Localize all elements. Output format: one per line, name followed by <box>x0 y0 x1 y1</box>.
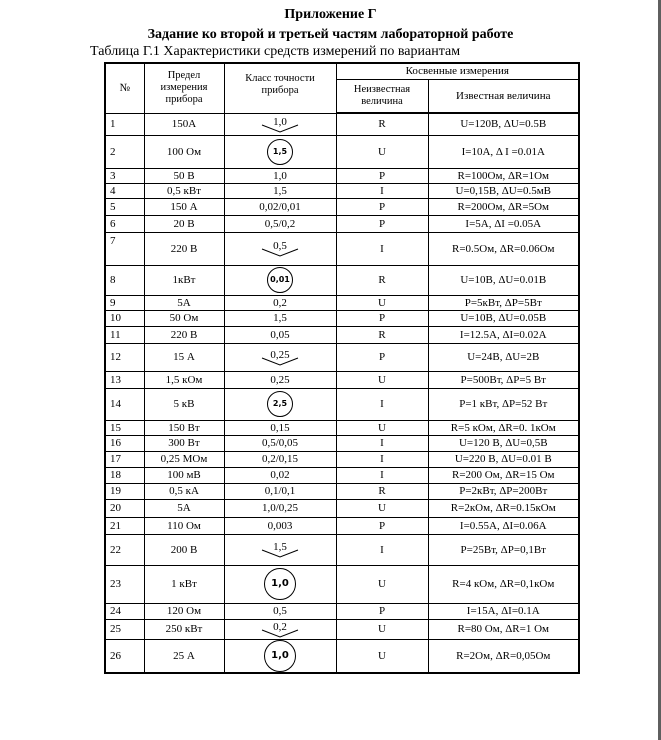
header-accuracy-line: Класс точности <box>245 73 315 84</box>
measurements-table <box>104 62 580 674</box>
known-quantity: R=80 Ом, ΔR=1 Ом <box>428 619 579 639</box>
accuracy-class <box>224 343 336 371</box>
known-quantity: R=200 Ом, ΔR=15 Ом <box>428 467 579 483</box>
accuracy-value: 1,0 <box>273 115 287 128</box>
known-quantity: U=10В, ΔU=0.01В <box>428 265 579 295</box>
variant-num: 14 <box>105 388 144 420</box>
header-limit-line: Предел <box>167 70 201 82</box>
accuracy-value: 1,5 <box>273 541 287 553</box>
measure-limit: 200 В <box>144 534 224 565</box>
accuracy-value: 0,2 <box>273 620 287 633</box>
header-unknown-line: Неизвестная <box>353 83 411 95</box>
variant-num: 19 <box>105 483 144 499</box>
accuracy-class <box>224 232 336 265</box>
unknown-quantity: U <box>336 639 428 673</box>
unknown-quantity: P <box>336 198 428 215</box>
variant-num: 5 <box>105 198 144 215</box>
unknown-quantity: R <box>336 113 428 135</box>
table-row <box>105 639 579 673</box>
known-quantity: R=4 кОм, ΔR=0,1кОм <box>428 565 579 603</box>
measure-limit: 150А <box>144 113 224 135</box>
table-row <box>105 467 579 483</box>
chevron-icon <box>260 628 300 638</box>
variant-num: 11 <box>105 326 144 343</box>
accuracy-chevron-mark <box>260 622 300 638</box>
unknown-quantity: U <box>336 135 428 168</box>
variant-num: 2 <box>105 135 144 168</box>
unknown-quantity: I <box>336 467 428 483</box>
accuracy-circle-mark: 1,5 <box>267 139 293 165</box>
accuracy-class <box>224 619 336 639</box>
measure-limit: 15 А <box>144 343 224 371</box>
known-quantity: R=100Ом, ΔR=1Ом <box>428 168 579 183</box>
header-unknown-line: величина <box>361 95 403 107</box>
known-quantity: U=24В, ΔU=2В <box>428 343 579 371</box>
header-limit-line: прибора <box>165 94 203 106</box>
accuracy-chevron-mark <box>260 117 300 133</box>
table-caption: Таблица Г.1 Характеристики средств измерений по вариантам <box>90 44 461 59</box>
variant-num: 12 <box>105 343 144 371</box>
accuracy-class: 0,5 <box>224 603 336 619</box>
table-row <box>105 603 579 619</box>
unknown-quantity: R <box>336 265 428 295</box>
accuracy-chevron-mark <box>260 241 300 257</box>
accuracy-chevron-mark <box>260 542 300 558</box>
table-body <box>105 113 579 673</box>
unknown-quantity: P <box>336 215 428 232</box>
accuracy-class <box>224 113 336 135</box>
measure-limit: 0,25 МОм <box>144 451 224 467</box>
known-quantity: I=15A, ΔI=0.1A <box>428 603 579 619</box>
measure-limit: 150 Вт <box>144 420 224 435</box>
table-row <box>105 565 579 603</box>
accuracy-class: 1,0/0,25 <box>224 499 336 517</box>
chevron-icon <box>260 356 300 366</box>
table-row <box>105 534 579 565</box>
variant-num: 7 <box>105 232 144 265</box>
accuracy-class <box>224 639 336 673</box>
measure-limit: 20 В <box>144 215 224 232</box>
accuracy-class <box>224 265 336 295</box>
table-row <box>105 420 579 435</box>
accuracy-class: 0,5/0,2 <box>224 215 336 232</box>
known-quantity: R=5 кОм, ΔR=0. 1кОм <box>428 420 579 435</box>
unknown-quantity: U <box>336 371 428 388</box>
accuracy-class: 0,25 <box>224 371 336 388</box>
measure-limit: 1кВт <box>144 265 224 295</box>
accuracy-class: 0,003 <box>224 517 336 534</box>
variant-num: 25 <box>105 619 144 639</box>
known-quantity: R=0.5Ом, ΔR=0.06Ом <box>428 232 579 265</box>
unknown-quantity: U <box>336 619 428 639</box>
accuracy-class <box>224 388 336 420</box>
header-limit <box>144 63 224 113</box>
unknown-quantity: U <box>336 565 428 603</box>
unknown-quantity: I <box>336 435 428 451</box>
task-title: Задание ко второй и третьей частям лабораторной работе <box>147 27 514 42</box>
accuracy-class: 0,02 <box>224 467 336 483</box>
measure-limit: 50 В <box>144 168 224 183</box>
measure-limit: 1,5 кОм <box>144 371 224 388</box>
accuracy-class: 0,1/0,1 <box>224 483 336 499</box>
measure-limit: 100 Ом <box>144 135 224 168</box>
variant-num: 8 <box>105 265 144 295</box>
table-row <box>105 265 579 295</box>
measure-limit: 25 А <box>144 639 224 673</box>
measure-limit: 0,5 кА <box>144 483 224 499</box>
accuracy-class: 1,5 <box>224 183 336 198</box>
accuracy-chevron-mark <box>260 350 300 366</box>
known-quantity: P=2кВт, ΔP=200Вт <box>428 483 579 499</box>
measure-limit: 5 кВ <box>144 388 224 420</box>
variant-num: 9 <box>105 295 144 310</box>
measure-limit: 220 В <box>144 326 224 343</box>
measure-limit: 150 А <box>144 198 224 215</box>
header-limit-line: измерения <box>160 82 208 94</box>
table-row <box>105 435 579 451</box>
table-row <box>105 113 579 135</box>
table-row <box>105 135 579 168</box>
table-row <box>105 232 579 265</box>
table-row <box>105 388 579 420</box>
variant-num: 24 <box>105 603 144 619</box>
measure-limit: 1 кВт <box>144 565 224 603</box>
accuracy-class: 0,2/0,15 <box>224 451 336 467</box>
known-quantity: U=10В, ΔU=0.05В <box>428 310 579 326</box>
table-row <box>105 310 579 326</box>
accuracy-class: 0,2 <box>224 295 336 310</box>
table-row <box>105 619 579 639</box>
measure-limit: 50 Ом <box>144 310 224 326</box>
unknown-quantity: U <box>336 295 428 310</box>
appendix-title: Приложение Г <box>284 7 377 22</box>
measure-limit: 100 мВ <box>144 467 224 483</box>
known-quantity: U=0,15В, ΔU=0.5мВ <box>428 183 579 198</box>
measure-limit: 250 кВт <box>144 619 224 639</box>
variant-num: 20 <box>105 499 144 517</box>
header-num: № <box>105 63 144 113</box>
table-row <box>105 215 579 232</box>
header-known: Известная величина <box>428 79 579 113</box>
header-indirect: Косвенные измерения <box>336 63 579 79</box>
unknown-quantity: I <box>336 451 428 467</box>
measure-limit: 5А <box>144 499 224 517</box>
known-quantity: R=2кОм, ΔR=0.15кОм <box>428 499 579 517</box>
variant-num: 3 <box>105 168 144 183</box>
table-row <box>105 198 579 215</box>
variant-num: 18 <box>105 467 144 483</box>
header-unknown <box>336 79 428 113</box>
measure-limit: 5А <box>144 295 224 310</box>
accuracy-class: 0,5/0,05 <box>224 435 336 451</box>
header-accuracy <box>224 63 336 113</box>
known-quantity: P=25Вт, ΔP=0,1Вт <box>428 534 579 565</box>
variant-num: 16 <box>105 435 144 451</box>
variant-num: 6 <box>105 215 144 232</box>
unknown-quantity: I <box>336 232 428 265</box>
variant-num: 1 <box>105 113 144 135</box>
table-row <box>105 451 579 467</box>
accuracy-circle-mark: 1,0 <box>264 568 296 600</box>
known-quantity: P=5кВт, ΔP=5Вт <box>428 295 579 310</box>
unknown-quantity: P <box>336 310 428 326</box>
accuracy-circle-mark: 2,5 <box>267 391 293 417</box>
variant-num: 13 <box>105 371 144 388</box>
variant-num: 15 <box>105 420 144 435</box>
unknown-quantity: P <box>336 343 428 371</box>
variant-num: 10 <box>105 310 144 326</box>
variant-num: 26 <box>105 639 144 673</box>
known-quantity: I=10A, Δ I =0.01A <box>428 135 579 168</box>
table-row <box>105 326 579 343</box>
unknown-quantity: P <box>336 517 428 534</box>
known-quantity: I=0.55A, ΔI=0.06A <box>428 517 579 534</box>
accuracy-class <box>224 565 336 603</box>
accuracy-class <box>224 534 336 565</box>
table-row <box>105 499 579 517</box>
variant-num: 17 <box>105 451 144 467</box>
known-quantity: U=220 В, ΔU=0.01 В <box>428 451 579 467</box>
table-row <box>105 168 579 183</box>
variant-num: 23 <box>105 565 144 603</box>
accuracy-class: 0,15 <box>224 420 336 435</box>
unknown-quantity: U <box>336 420 428 435</box>
known-quantity: U=120 В, ΔU=0,5В <box>428 435 579 451</box>
known-quantity: I=12.5А, ΔI=0.02А <box>428 326 579 343</box>
table-row <box>105 371 579 388</box>
accuracy-class: 0,05 <box>224 326 336 343</box>
unknown-quantity: P <box>336 168 428 183</box>
measure-limit: 220 В <box>144 232 224 265</box>
measure-limit: 300 Вт <box>144 435 224 451</box>
unknown-quantity: I <box>336 388 428 420</box>
unknown-quantity: R <box>336 483 428 499</box>
measure-limit: 120 Ом <box>144 603 224 619</box>
unknown-quantity: U <box>336 499 428 517</box>
accuracy-circle-mark: 1,0 <box>264 640 296 672</box>
table-row <box>105 183 579 198</box>
known-quantity: U=120В, ΔU=0.5В <box>428 113 579 135</box>
measure-limit: 110 Ом <box>144 517 224 534</box>
accuracy-class: 0,02/0,01 <box>224 198 336 215</box>
table-row <box>105 343 579 371</box>
known-quantity: P=1 кВт, ΔP=52 Вт <box>428 388 579 420</box>
table-row <box>105 517 579 534</box>
accuracy-class: 1,0 <box>224 168 336 183</box>
unknown-quantity: R <box>336 326 428 343</box>
chevron-icon <box>260 247 300 257</box>
table-row <box>105 483 579 499</box>
known-quantity: I=5A, ΔI =0.05A <box>428 215 579 232</box>
known-quantity: P=500Вт, ΔP=5 Вт <box>428 371 579 388</box>
variant-num: 21 <box>105 517 144 534</box>
accuracy-value: 0,25 <box>270 348 290 361</box>
chevron-icon <box>260 548 300 558</box>
accuracy-class <box>224 135 336 168</box>
unknown-quantity: P <box>336 603 428 619</box>
unknown-quantity: I <box>336 183 428 198</box>
accuracy-circle-mark: 0,01 <box>267 267 293 293</box>
measure-limit: 0,5 кВт <box>144 183 224 198</box>
known-quantity: R=2Ом, ΔR=0,05Ом <box>428 639 579 673</box>
variant-num: 4 <box>105 183 144 198</box>
accuracy-value: 0,5 <box>273 240 287 252</box>
variant-num: 22 <box>105 534 144 565</box>
known-quantity: R=200Ом, ΔR=5Ом <box>428 198 579 215</box>
header-accuracy-line: прибора <box>261 85 299 96</box>
chevron-icon <box>260 123 300 133</box>
unknown-quantity: I <box>336 534 428 565</box>
table-row <box>105 295 579 310</box>
accuracy-class: 1,5 <box>224 310 336 326</box>
